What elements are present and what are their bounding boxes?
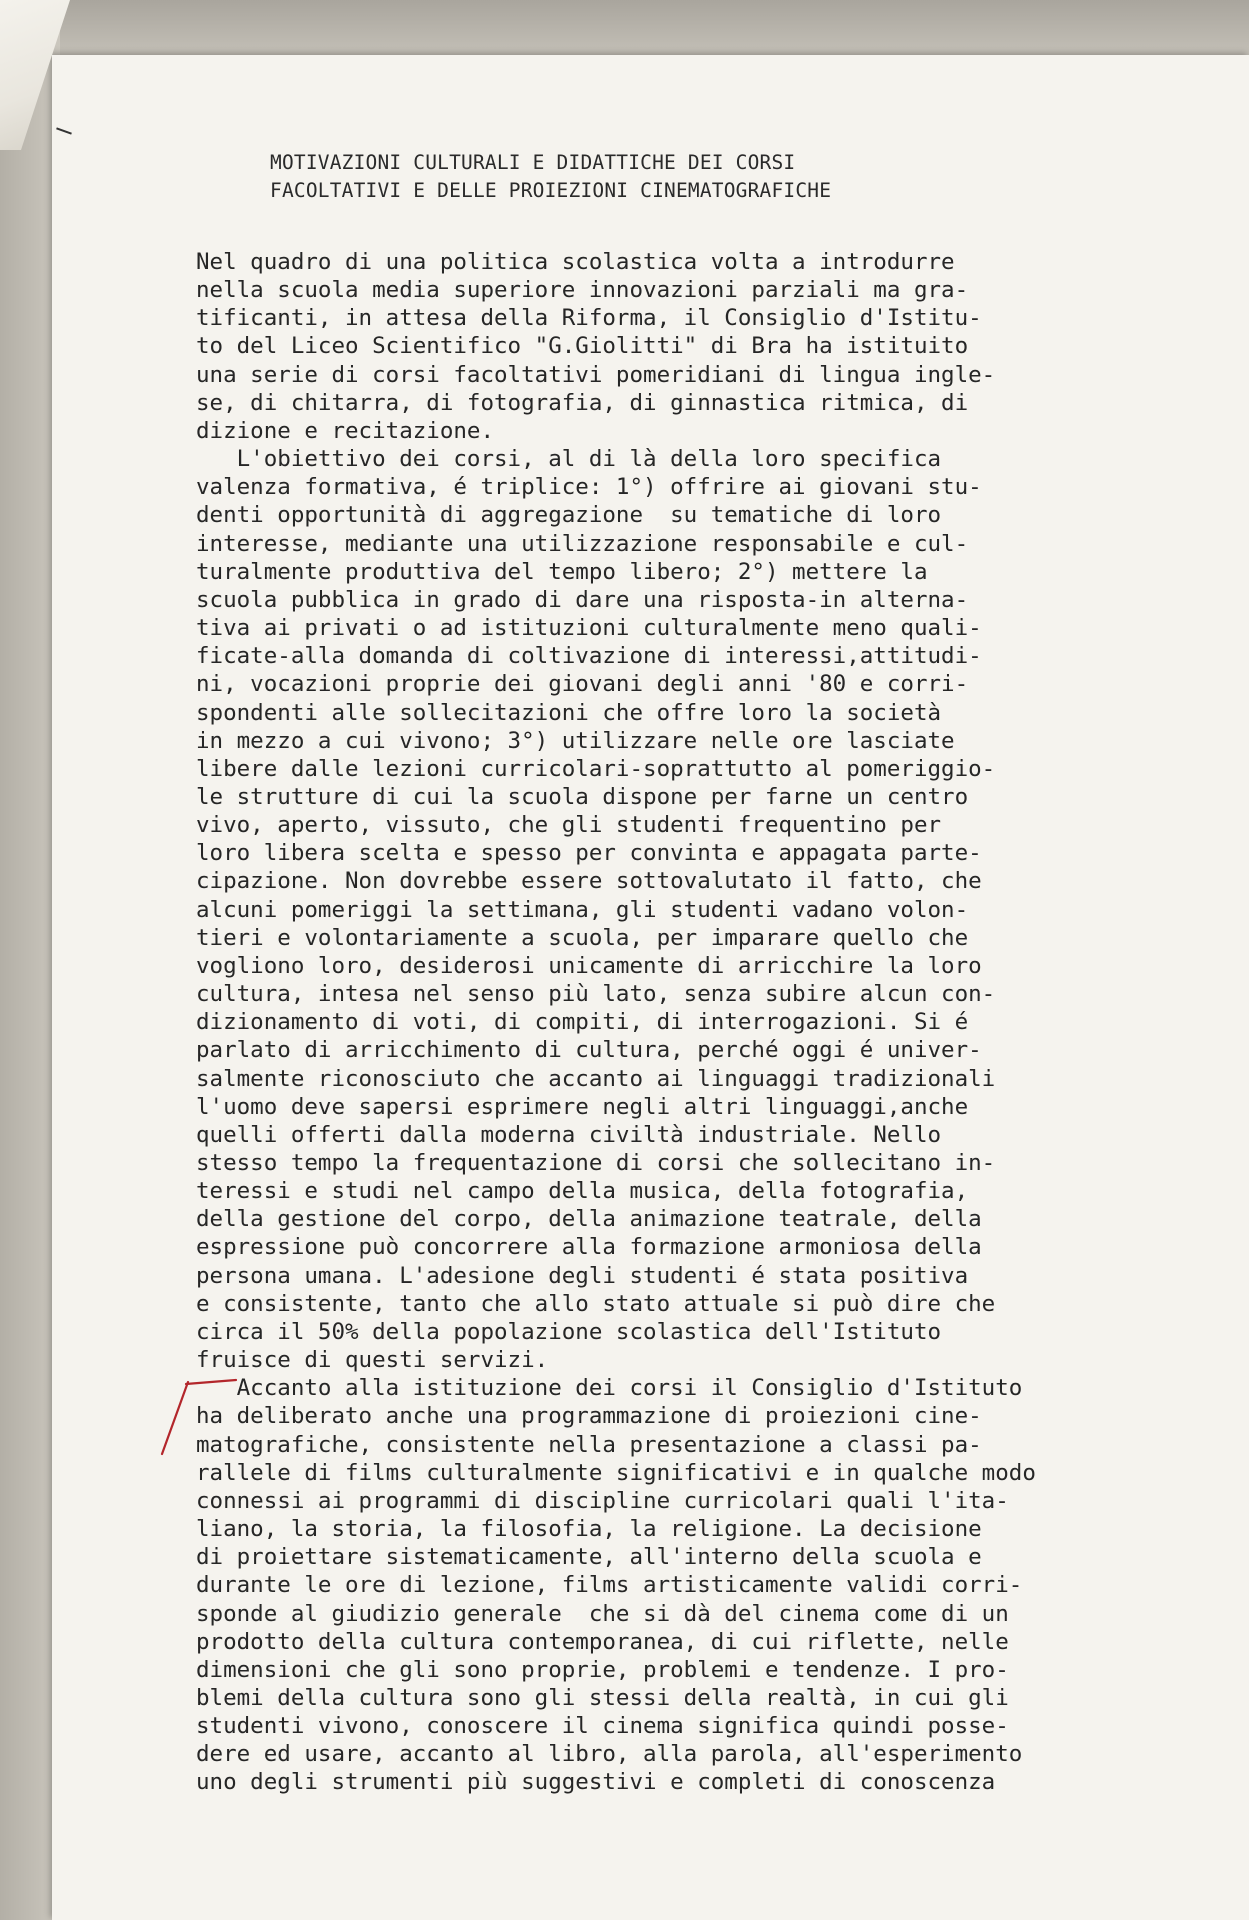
body-line: rallele di films culturalmente significativi e in qualche modo bbox=[196, 1459, 1036, 1486]
body-line: Accanto alla istituzione dei corsi il Consiglio d'Istituto bbox=[196, 1375, 1023, 1402]
body-line: in mezzo a cui vivono; 3°) utilizzare nelle ore lasciate bbox=[196, 727, 955, 754]
body-line: valenza formativa, é triplice: 1°) offrire ai giovani stu- bbox=[196, 474, 982, 501]
body-line: denti opportunità di aggregazione su tematiche di loro bbox=[196, 502, 942, 529]
body-line: dizione e recitazione. bbox=[196, 417, 495, 444]
body-line: stesso tempo la frequentazione di corsi che sollecitano in- bbox=[196, 1150, 996, 1176]
heading-line-2: FACOLTATIVI E DELLE PROIEZIONI CINEMATOGRAFICHE bbox=[270, 179, 832, 202]
body-line: tificanti, in attesa della Riforma, il Consiglio d'Istitu- bbox=[196, 305, 982, 332]
body-line: ficate-alla domanda di coltivazione di interessi,attitudi- bbox=[196, 643, 982, 670]
body-line: espressione può concorrere alla formazione armoniosa della bbox=[196, 1234, 982, 1261]
body-line: quelli offerti dalla moderna civiltà industriale. Nello bbox=[196, 1121, 942, 1148]
body-line: L'obiettivo dei corsi, al di là della loro specifica bbox=[196, 446, 942, 473]
body-line: interesse, mediante una utilizzazione responsabile e cul- bbox=[196, 530, 969, 557]
body-line: l'uomo deve sapersi esprimere negli altri linguaggi,anche bbox=[196, 1093, 969, 1120]
backdrop-surface bbox=[0, 0, 1249, 60]
body-line: dere ed usare, accanto al libro, alla parola, all'esperimento bbox=[196, 1741, 1023, 1768]
backdrop-edge bbox=[0, 0, 60, 1920]
body-line: prodotto della cultura contemporanea, di cui riflette, nelle bbox=[196, 1628, 1009, 1655]
body-line: spondenti alle sollecitazioni che offre loro la società bbox=[196, 699, 942, 726]
body-line: connessi ai programmi di discipline curricolari quali l'ita- bbox=[196, 1487, 1009, 1514]
body-line: circa il 50% della popolazione scolastica dell'Istituto bbox=[196, 1318, 942, 1345]
body-line: Nel quadro di una politica scolastica volta a introdurre bbox=[196, 249, 955, 275]
body-line: libere dalle lezioni curricolari-soprattutto al pomeriggio- bbox=[196, 755, 996, 782]
body-line: parlato di arricchimento di cultura, perché oggi é univer- bbox=[196, 1037, 982, 1064]
body-line: salmente riconosciuto che accanto ai linguaggi tradizionali bbox=[196, 1065, 996, 1092]
document-body bbox=[196, 248, 1096, 1797]
body-line: tiva ai privati o ad istituzioni culturalmente meno quali- bbox=[196, 615, 982, 642]
body-line: studenti vivono, conoscere il cinema significa quindi posse- bbox=[196, 1713, 1009, 1740]
body-line: uno degli strumenti più suggestivi e completi di conoscenza bbox=[196, 1769, 996, 1796]
body-line: vogliono loro, desiderosi unicamente di arricchire la loro bbox=[196, 952, 982, 979]
body-line: matografiche, consistente nella presentazione a classi pa- bbox=[196, 1431, 982, 1458]
body-line: sponde al giudizio generale che si dà del cinema come di un bbox=[196, 1600, 1009, 1627]
body-line: se, di chitarra, di fotografia, di ginnastica ritmica, di bbox=[196, 389, 969, 416]
body-line: teressi e studi nel campo della musica, della fotografia, bbox=[196, 1178, 969, 1205]
body-line: tieri e volontariamente a scuola, per imparare quello che bbox=[196, 924, 969, 951]
body-line: le strutture di cui la scuola dispone per farne un centro bbox=[196, 783, 969, 810]
body-line: turalmente produttiva del tempo libero; 2°) mettere la bbox=[196, 558, 928, 585]
body-line: blemi della cultura sono gli stessi della realtà, in cui gli bbox=[196, 1684, 1009, 1711]
body-line: nella scuola media superiore innovazioni parziali ma gra- bbox=[196, 277, 969, 304]
body-line: to del Liceo Scientifico "G.Giolitti" di Bra ha istituito bbox=[196, 333, 969, 360]
body-line: e consistente, tanto che allo stato attuale si può dire che bbox=[196, 1290, 996, 1317]
body-line: dizionamento di voti, di compiti, di interrogazioni. Si é bbox=[196, 1009, 969, 1036]
body-line: ni, vocazioni proprie dei giovani degli anni '80 e corri- bbox=[196, 671, 969, 698]
body-line: di proiettare sistematicamente, all'interno della scuola e bbox=[196, 1544, 982, 1571]
body-line: cultura, intesa nel senso più lato, senza subire alcun con- bbox=[196, 981, 996, 1008]
body-line: durante le ore di lezione, films artisticamente validi corri- bbox=[196, 1572, 1023, 1599]
body-line: fruisce di questi servizi. bbox=[196, 1347, 549, 1374]
body-line: dimensioni che gli sono proprie, problemi e tendenze. I pro- bbox=[196, 1656, 1009, 1683]
body-line: loro libera scelta e spesso per convinta e appagata parte- bbox=[196, 840, 982, 867]
document-heading bbox=[270, 149, 1070, 205]
body-line: liano, la storia, la filosofia, la religione. La decisione bbox=[196, 1516, 982, 1543]
body-line: cipazione. Non dovrebbe essere sottovalutato il fatto, che bbox=[196, 868, 982, 895]
body-line: ha deliberato anche una programmazione di proiezioni cine- bbox=[196, 1403, 982, 1430]
heading-line-1: MOTIVAZIONI CULTURALI E DIDATTICHE DEI CORSI bbox=[270, 151, 796, 174]
body-line: scuola pubblica in grado di dare una risposta-in alterna- bbox=[196, 586, 969, 613]
body-line: persona umana. L'adesione degli studenti é stata positiva bbox=[196, 1262, 969, 1289]
body-line: alcuni pomeriggi la settimana, gli studenti vadano volon- bbox=[196, 896, 969, 923]
body-line: della gestione del corpo, della animazione teatrale, della bbox=[196, 1206, 982, 1233]
body-line: vivo, aperto, vissuto, che gli studenti frequentino per bbox=[196, 812, 942, 839]
red-margin-mark-icon bbox=[158, 1374, 248, 1464]
body-line: una serie di corsi facoltativi pomeridiani di lingua ingle- bbox=[196, 361, 996, 388]
